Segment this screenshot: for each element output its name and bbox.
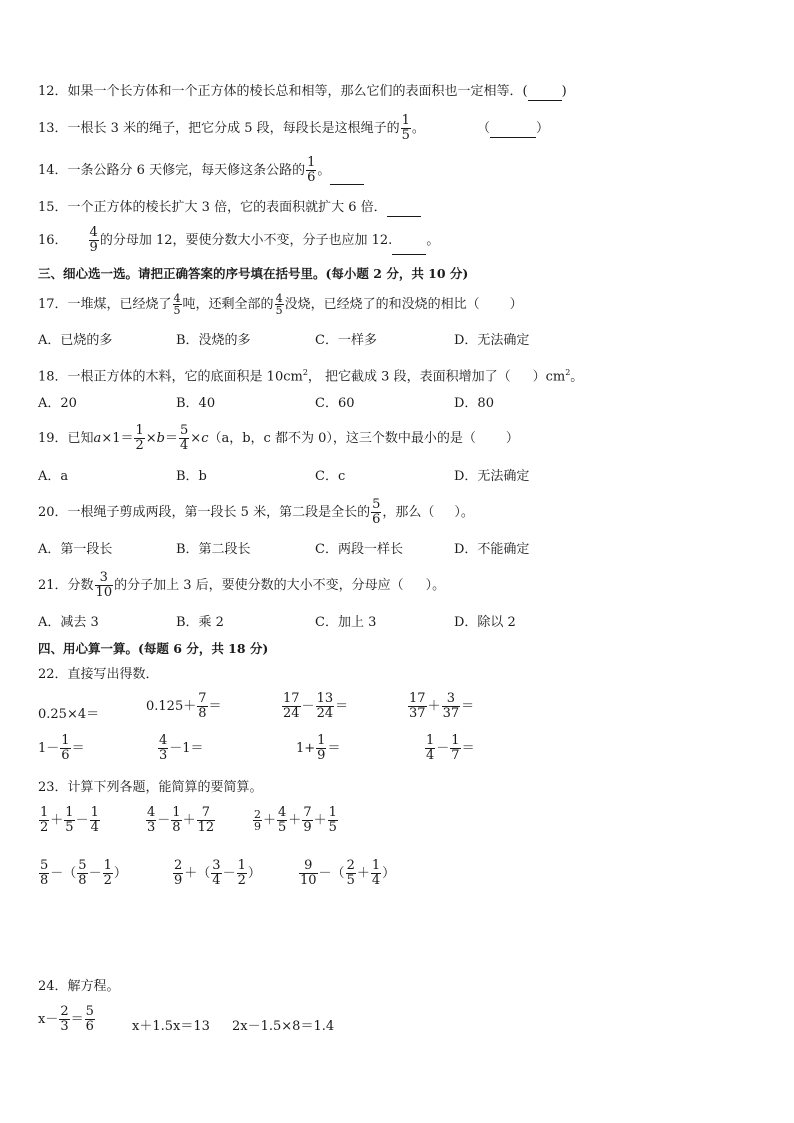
option-b[interactable]: B．乘 2 <box>176 615 224 630</box>
fraction: $\frac{2}{9}$ <box>174 858 183 888</box>
fraction: $\frac{1}{2}$ <box>103 858 112 888</box>
fraction: $\frac{3}{37}$ <box>442 691 460 721</box>
option-c[interactable]: C．60 <box>315 396 355 411</box>
option-d[interactable]: D．无法确定 <box>454 469 530 484</box>
option-a[interactable]: A．第一段长 <box>38 542 113 557</box>
question-12: 12．如果一个长方体和一个正方体的棱长总和相等，那么它们的表面积也一定相等．( ) <box>38 84 567 99</box>
option-a[interactable]: A．减去 3 <box>38 615 99 630</box>
question-17: 17．一堆煤，已经烧了 $\frac{4}{5}$ 吨，还剩全部的 $\frac{4}{5}$ 没烧，已经烧了的和没烧的相比（ ） <box>38 292 523 317</box>
option-a[interactable]: A．a <box>38 469 69 484</box>
fraction: $\frac{5}{8}$ <box>40 858 49 888</box>
question-24-title: 24．解方程。 <box>38 979 120 994</box>
option-d[interactable]: D．不能确定 <box>454 542 530 557</box>
fraction: $\frac{5}{8}$ <box>78 858 87 888</box>
fraction: $\frac{7}{8}$ <box>198 691 207 721</box>
fraction: $\frac{3}{4}$ <box>212 858 221 888</box>
option-b[interactable]: B．40 <box>176 396 216 411</box>
option-c[interactable]: C．两段一样长 <box>315 542 403 557</box>
question-23-title: 23．计算下列各题，能简算的要简算。 <box>38 780 263 795</box>
fraction: $\frac{4}{5}$ <box>275 292 283 317</box>
fraction: $\frac{9}{10}$ <box>300 858 317 888</box>
expr-1: 0.25×4＝ <box>38 707 100 722</box>
expr-2: 0.125＋ $\frac{7}{8}$ ＝ <box>146 691 222 721</box>
fraction: $\frac{7}{9}$ <box>303 805 312 835</box>
fraction: $\frac{1}{2}$ <box>237 858 246 888</box>
fraction: $\frac{2}{5}$ <box>346 858 355 888</box>
question-13-answer: （ ） <box>477 121 550 136</box>
question-19: 19．已知a×1＝ $\frac{1}{2}$ ×b＝ $\frac{5}{4}$ ×c（a，b，c 都不为 0），这三个数中最小的是（ ） <box>38 423 519 453</box>
expr-8: $\frac{1}{4}$ － $\frac{1}{7}$ ＝ <box>426 733 475 763</box>
answer-blank[interactable] <box>387 216 421 217</box>
calc-4: $\frac{5}{8}$ －（ $\frac{5}{8}$ － $\frac{1}{2}$ ） <box>40 858 127 888</box>
expr-7: 1+ $\frac{1}{9}$ ＝ <box>296 733 341 763</box>
question-21: 21．分数 $\frac{3}{10}$ 的分子加上 3 后，要使分数的大小不变，分母应（ ）。 <box>38 570 446 600</box>
question-20: 20．一根绳子剪成两段，第一段长 5 米，第二段是全长的 $\frac{5}{6}$ ，那么（ ）。 <box>38 497 474 527</box>
expr-5: 1－ $\frac{1}{6}$ ＝ <box>38 733 85 763</box>
fraction: $\frac{1}{6}$ <box>61 733 70 763</box>
answer-blank[interactable] <box>528 100 562 101</box>
option-c[interactable]: C．一样多 <box>315 333 377 348</box>
fraction: $\frac{1}{5}$ <box>401 113 410 143</box>
fraction: $\frac{13}{24}$ <box>316 691 334 721</box>
fraction: $\frac{1}{4}$ <box>90 805 99 835</box>
fraction: $\frac{1}{5}$ <box>328 805 337 835</box>
fraction: $\frac{4}{3}$ <box>159 733 168 763</box>
fraction: $\frac{4}{5}$ <box>278 805 287 835</box>
expr-4: $\frac{17}{37}$ ＋ $\frac{3}{37}$ ＝ <box>409 691 475 721</box>
equation-1: x－ $\frac{2}{3}$ ＝ $\frac{5}{6}$ <box>38 1004 94 1034</box>
option-a[interactable]: A．20 <box>38 396 77 411</box>
option-d[interactable]: D．无法确定 <box>454 333 530 348</box>
calc-2: $\frac{4}{3}$ － $\frac{1}{8}$ ＋ $\frac{7}{12}$ <box>147 805 215 835</box>
question-16: 16． $\frac{4}{9}$ 的分母加 12，要使分数大小不变，分子也应加 12. 。 <box>38 225 440 255</box>
fraction: $\frac{2}{9}$ <box>254 808 261 833</box>
fraction: $\frac{3}{10}$ <box>95 570 113 600</box>
question-22-title: 22．直接写出得数． <box>38 667 159 682</box>
fraction: $\frac{4}{5}$ <box>173 292 181 317</box>
calc-3: $\frac{2}{9}$ ＋ $\frac{4}{5}$ ＋ $\frac{7}{9}$ ＋ $\frac{1}{5}$ <box>254 805 337 835</box>
section-3-heading: 三、细心选一选。请把正确答案的序号填在括号里。(每小题 2 分，共 10 分) <box>38 266 469 281</box>
fraction: $\frac{1}{5}$ <box>65 805 74 835</box>
calc-6: $\frac{9}{10}$ －（ $\frac{2}{5}$ ＋ $\frac{1}{4}$ ） <box>300 858 396 888</box>
calc-5: $\frac{2}{9}$ ＋（ $\frac{3}{4}$ － $\frac{1}{2}$ ） <box>174 858 261 888</box>
option-b[interactable]: B．第二段长 <box>176 542 251 557</box>
equation-3: 2x－1.5×8＝1.4 <box>232 1019 335 1034</box>
fraction: $\frac{1}{2}$ <box>40 805 49 835</box>
option-c[interactable]: C．加上 3 <box>315 615 377 630</box>
question-14: 14．一条公路分 6 天修完，每天修这条公路的 $\frac{1}{6}$ 。 <box>38 156 364 185</box>
fraction: $\frac{5}{6}$ <box>85 1004 94 1034</box>
option-b[interactable]: B．b <box>176 469 207 484</box>
fraction: $\frac{4}{3}$ <box>147 805 156 835</box>
fraction: $\frac{1}{4}$ <box>426 733 435 763</box>
answer-blank[interactable] <box>392 254 426 255</box>
fraction: $\frac{1}{2}$ <box>135 423 144 453</box>
fraction: $\frac{4}{9}$ <box>89 225 98 255</box>
fraction: $\frac{17}{24}$ <box>283 691 300 721</box>
answer-blank[interactable] <box>330 184 364 185</box>
option-a[interactable]: A．已烧的多 <box>38 333 113 348</box>
option-d[interactable]: D．除以 2 <box>454 615 516 630</box>
expr-6: $\frac{4}{3}$ －1＝ <box>159 733 204 763</box>
fraction: $\frac{5}{4}$ <box>180 423 189 453</box>
option-d[interactable]: D．80 <box>454 396 494 411</box>
option-b[interactable]: B．没烧的多 <box>176 333 251 348</box>
question-18: 18．一根正方体的木料，它的底面积是 $10cm^2$， 把它截成 3 段，表面积增加了（ ）$cm^2$。 <box>38 368 584 385</box>
section-4-heading: 四、用心算一算。(每题 6 分，共 18 分) <box>38 641 269 656</box>
fraction: $\frac{7}{12}$ <box>197 805 215 835</box>
question-13: 13．一根长 3 米的绳子，把它分成 5 段，每段长是这根绳子的 $\frac{1}{5}$ 。 <box>38 113 425 143</box>
fraction: $\frac{17}{37}$ <box>409 691 426 721</box>
fraction: $\frac{1}{7}$ <box>451 733 460 763</box>
option-c[interactable]: C．c <box>315 469 346 484</box>
answer-blank[interactable] <box>490 137 536 138</box>
equation-2: x＋1.5x＝13 <box>132 1019 210 1034</box>
fraction: $\frac{1}{4}$ <box>371 858 381 888</box>
expr-3: $\frac{17}{24}$ － $\frac{13}{24}$ ＝ <box>283 691 349 721</box>
fraction: $\frac{1}{8}$ <box>172 805 181 835</box>
fraction: $\frac{2}{3}$ <box>60 1004 69 1034</box>
calc-1: $\frac{1}{2}$ ＋ $\frac{1}{5}$ － $\frac{1}{4}$ <box>40 805 99 835</box>
question-15: 15．一个正方体的棱长扩大 3 倍，它的表面积就扩大 6 倍． <box>38 199 421 217</box>
fraction: $\frac{5}{6}$ <box>372 497 381 527</box>
fraction: $\frac{1}{9}$ <box>317 733 326 763</box>
fraction: $\frac{1}{6}$ <box>307 155 316 185</box>
